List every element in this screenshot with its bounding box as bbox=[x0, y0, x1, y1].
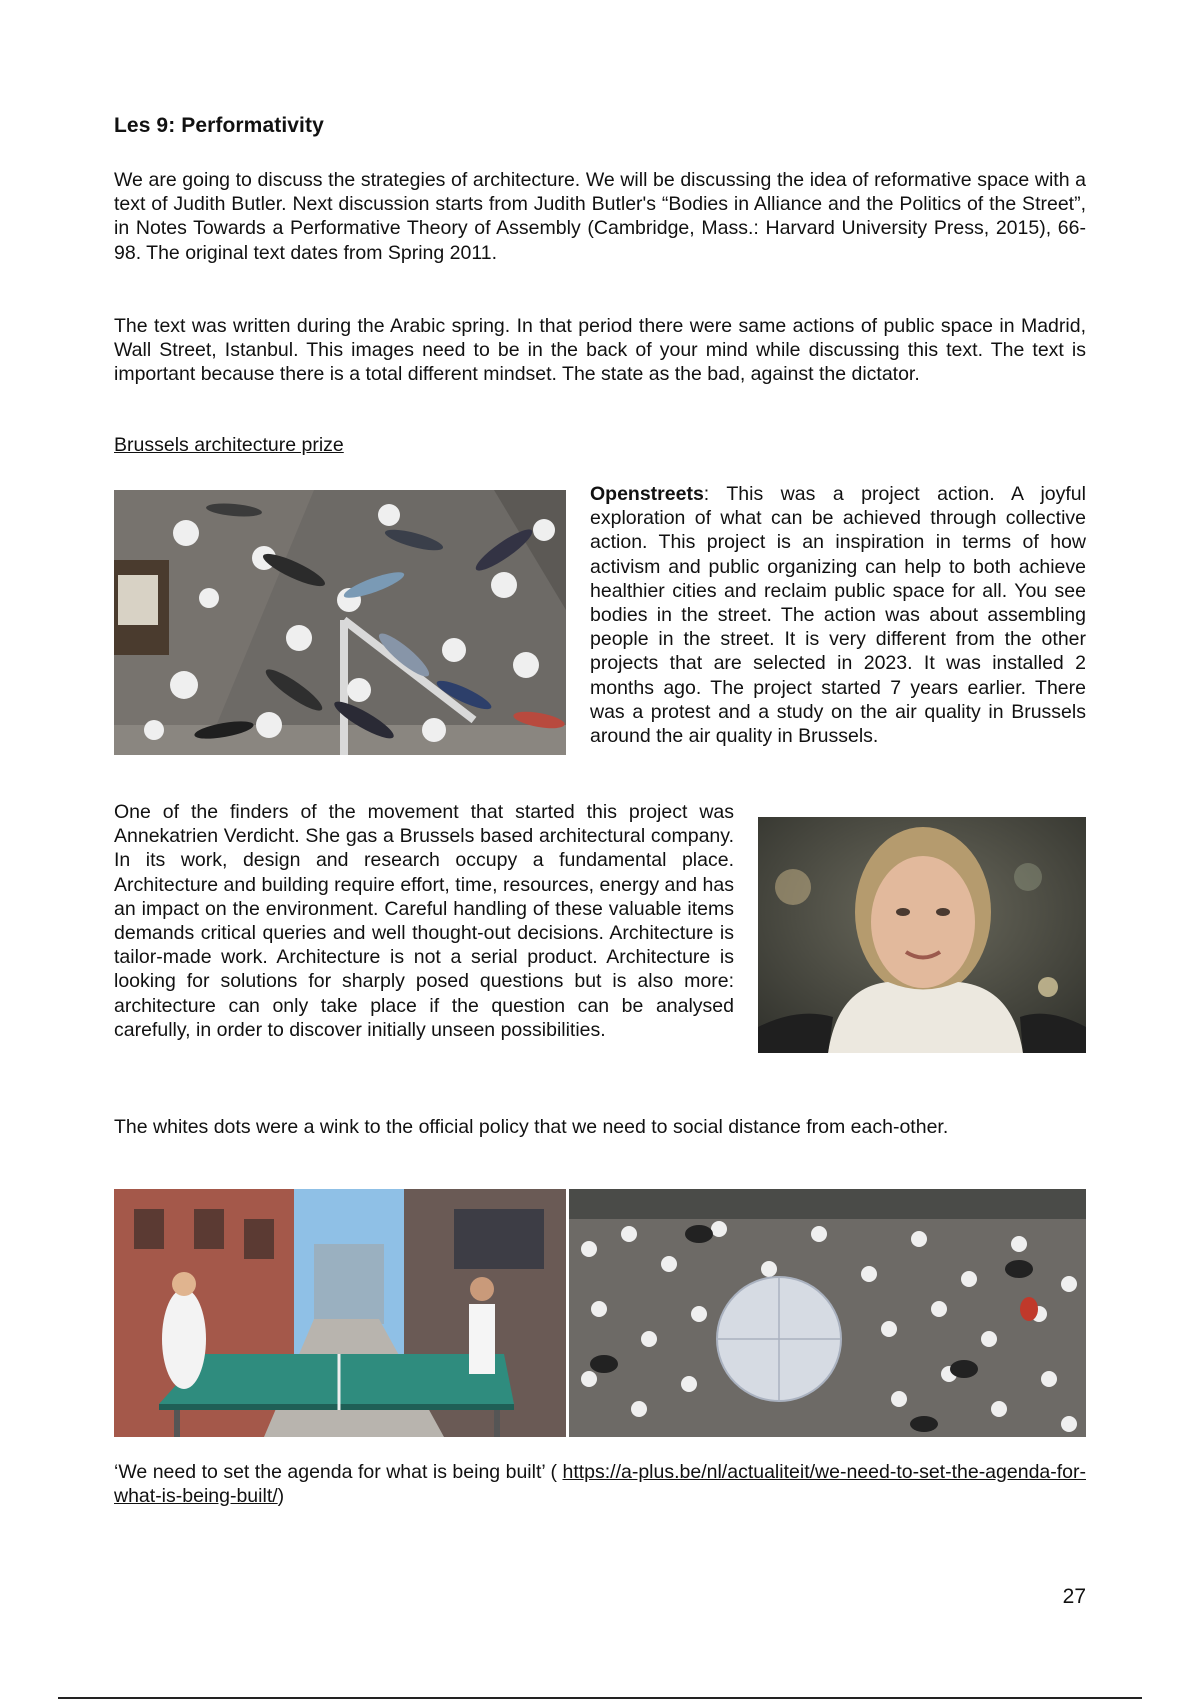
context-paragraph: The text was written during the Arabic spring. In that period there were same actions of public space in Madrid, Wall Street, Istanbul. This images need to be in the back of your mind while discussing this text. The text is important because there is a total different mindset. The state as the bad, against the dictator. bbox=[114, 315, 1086, 386]
quote-text: ‘We need to set the agenda for what is being built’ ( bbox=[114, 1461, 563, 1483]
quote-end: ) bbox=[277, 1485, 285, 1508]
founder-portrait-photo bbox=[758, 817, 1086, 1053]
pingpong-street-photo bbox=[114, 1189, 566, 1437]
page-title: Les 9: Performativity bbox=[114, 114, 324, 137]
intro-paragraph: We are going to discuss the strategies of architecture. We will be discussing the idea of reformative space with a text of Judith Butler. Next discussion starts from Judith Butler's “Bodies in Alliance and the Politics of the Street”, in Notes Towards a Performative Theory of Assembly (Cambridge, Mass.: Harvard University Press, 2015), 66-98. The original text dates from Spring 2011. bbox=[114, 169, 1086, 264]
bottom-rule bbox=[58, 1697, 1142, 1699]
openstreets-aerial-photo bbox=[114, 490, 566, 755]
article-link[interactable]: https://a-plus.be/nl/actualiteit/we-need-to-set-the-agenda-for-what-is-being-built/ bbox=[114, 1461, 1086, 1508]
page-number: 27 bbox=[1062, 1585, 1086, 1608]
dots-paragraph: The whites dots were a wink to the official policy that we need to social distance from each-other. bbox=[114, 1116, 949, 1138]
founder-paragraph: One of the finders of the movement that started this project was Annekatrien Verdicht. She gas a Brussels based architectural company. In its work, design and research occupy a fundamental place. Architecture and building require effort, time, resources, energy and has an impact on the environment. Careful handling of these valuable items demands critical queries and well thought-out decisions. Architecture is tailor-made work. Architecture is not a serial product. Architecture is looking for solutions for sharply posed questions but is also more: architecture can only take place if the question can be analysed carefully, in order to discover initially unseen possibilities. bbox=[114, 801, 734, 1041]
openstreets-label: Openstreets bbox=[590, 483, 704, 505]
section-subheading: Brussels architecture prize bbox=[114, 434, 344, 456]
quote-paragraph bbox=[114, 1460, 1086, 1508]
umbrella-aerial-photo bbox=[569, 1189, 1086, 1437]
openstreets-paragraph bbox=[590, 482, 1086, 748]
openstreets-text: : This was a project action. A joyful exploration of what can be achieved through collective action. This project is an inspiration in terms of how activism and public organizing can help to both achieve healthier cities and reclaim public space for all. You see bodies in the street. The action was about assembling people in the street. It is very different from the other projects that are selected in 2023. It was installed 2 months ago. The project started 7 years earlier. There was a protest and a study on the air quality in Brussels around the air quality in Brussels. bbox=[590, 483, 1086, 748]
